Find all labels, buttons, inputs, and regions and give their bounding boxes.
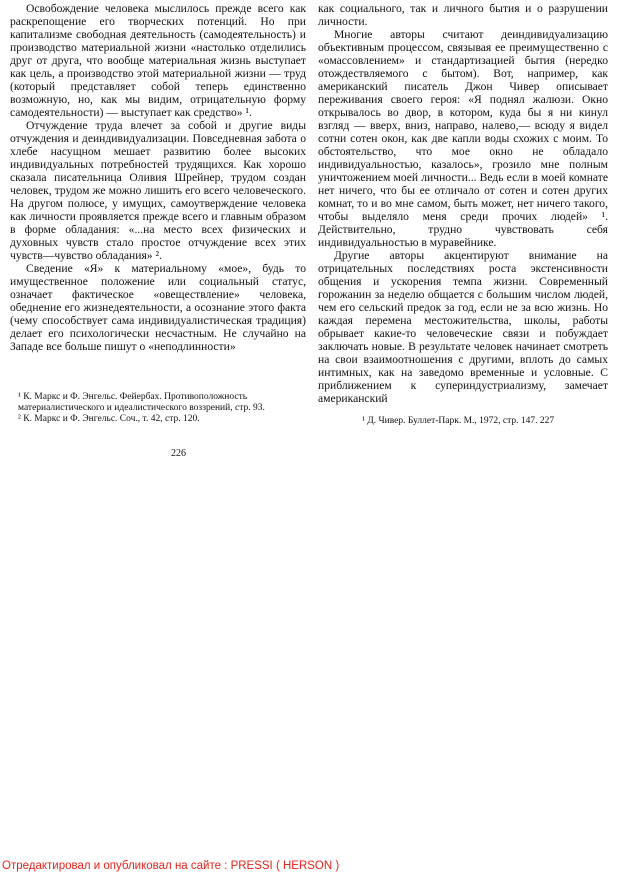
right-footnotes — [362, 416, 612, 427]
right-column — [318, 2, 608, 405]
footnote-right-1: ¹ Д. Чивер. Буллет-Парк. М., 1972, стр. 147. 227 — [362, 416, 555, 426]
site-credit-footer: Отредактировал и опубликовал на сайте : PRESSI ( HERSON ) — [2, 860, 340, 872]
footnote-1: ¹ К. Маркс и Ф. Энгельс. Фейербах. Противоположность материалистического и идеалистического воззрений, стр. 93. — [18, 392, 265, 413]
left-column — [10, 2, 306, 353]
left-footnotes — [18, 392, 310, 425]
right-paragraph-2: Многие авторы считают деиндивидуализацию объективным процессом, связывая ее преимущественно с «омассовлением» и стандартизацией бытия (нередко отождествляемого с бытом). Вот, например, как американский писатель Джон Чивер описывает переживания своего героя: «Я поднял жалюзи. Окно открывалось во двор, в котором, куда бы я ни кинул взгляд — вверх, вниз, направо, налево,— всюду я видел сотни сотен окон, как две капли воды схожих с моим. То обстоятельство, что мое окно не обладало индивидуальностью, казалось», грозило мне полным уничтожением моей личности... Ведь если в моей комнате нет ничего, что бы ее отличало от сотен и сотен других комнат, то и во мне самом, быть может, нет ничего такого, чтобы выделяло меня среди прочих людей» ¹. Действительно, трудно чувствовать себя индивидуальностью в муравейнике. — [318, 28, 608, 249]
right-paragraph-3: Другие авторы акцентируют внимание на отрицательных последствиях роста экстенсивности общения и ускорения темпа жизни. Современный горожанин за неделю общается с большим числом людей, чем его сельский предок за год, если не за всю жизнь. Но каждая перемена местожительства, школы, работы обрывает какие-то человеческие связи и побуждает заключать новые. В результате человек начинает смотреть на свои взаимоотношения с другими, вплоть до самых интимных, как на заведомо временные и условные. С приближением к супериндустриализму, замечает американский — [318, 249, 608, 405]
left-paragraph-1: Освобождение человека мыслилось прежде всего как раскрепощение его творческих потенций. Но при капитализме свободная деятельность (самодеятельность) и производство материальной жизни «настолько отделились друг от друга, что вообще материальная жизнь выступает как цель, а производство этой материальной жизни — труд (который представляет собой теперь единственно возможную, но, как мы видим, отрицательную форму самодеятельности) — выступает как средство» ¹. — [10, 2, 306, 119]
left-paragraph-2: Отчуждение труда влечет за собой и другие виды отчуждения и деиндивидуализации. Повседневная забота о хлебе насущном мешает развитию более высоких индивидуальных потребностей трудящихся. Как хорошо сказала писательница Оливия Шрейнер, трудом создан человек, трудом же можно лишить его всего человеческого. На другом полюсе, у имущих, самоутверждение человека как личности проявляется прежде всего и главным образом в форме обладания: «...на место всех физических и духовных чувств стало простое отчуждение всех этих чувств—чувство обладания» ². — [10, 119, 306, 262]
left-paragraph-3: Сведение «Я» к материальному «мое», будь то имущественное положение или социальный статус, означает фактическое «овеществление» человека, обеднение его жизнедеятельности, а осознание этого факта (чему способствует сама индивидуалистическая традиция) делает его психологически несчастным. Не случайно на Западе все больше пишут о «неподлинности» — [10, 262, 306, 353]
page-number: 226 — [171, 448, 186, 459]
right-paragraph-1: как социального, так и личного бытия и о разрушении личности. — [318, 2, 608, 28]
footnote-2: ² К. Маркс и Ф. Энгельс. Соч., т. 42, стр. 120. — [18, 414, 200, 424]
